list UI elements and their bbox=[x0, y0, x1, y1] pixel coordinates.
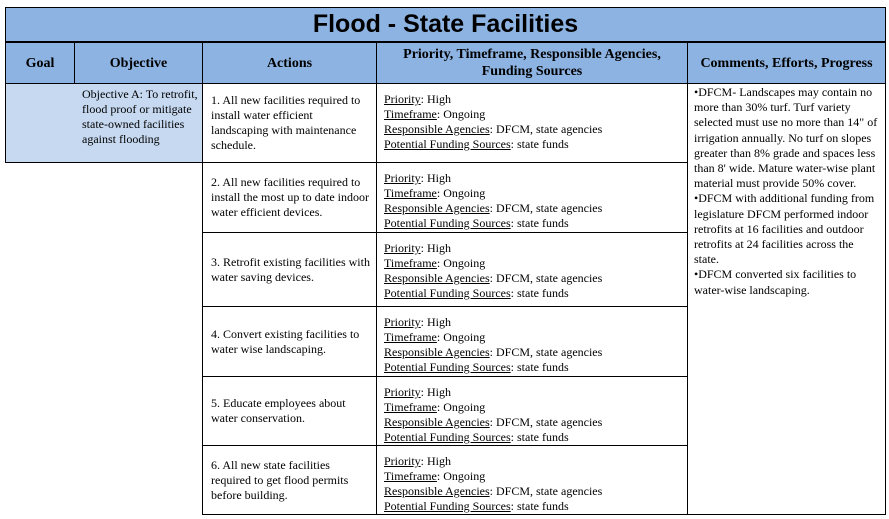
timeframe-label: Timeframe bbox=[384, 186, 437, 200]
comment-item: •DFCM with additional funding from legislature DFCM performed indoor retrofits at 16 facilities and outdoor retrofits at 24 facilities across the state. bbox=[694, 191, 875, 267]
priority-value: : High bbox=[420, 92, 452, 106]
action-text: 1. All new facilities required to install water efficient landscaping with maintenance schedule. bbox=[211, 93, 361, 152]
funding-label: Potential Funding Sources bbox=[384, 286, 511, 300]
agencies-value: : DFCM, state agencies bbox=[489, 201, 603, 215]
comment-item: •DFCM- Landscapes may contain no more than 30% turf. Turf variety selected must use no more than 14" of irrigation annually. No turf on slopes greater than 8% grade and spaces less than 8' wide. Mature water-wise plant material must provide 50% cover. bbox=[694, 85, 878, 191]
priority-value: : High bbox=[420, 241, 452, 255]
priority-label: Priority bbox=[384, 241, 421, 255]
header-goal: Goal bbox=[5, 42, 75, 84]
comment-item: •DFCM converted six facilities to water-wise landscaping. bbox=[694, 267, 857, 297]
agencies-label: Responsible Agencies bbox=[384, 122, 490, 136]
timeframe-label: Timeframe bbox=[384, 256, 437, 270]
action-text: 3. Retrofit existing facilities with water saving devices. bbox=[211, 254, 370, 284]
agencies-label: Responsible Agencies bbox=[384, 201, 490, 215]
header-objective: Objective bbox=[74, 42, 203, 84]
priority-cell-6 bbox=[376, 445, 688, 515]
priority-cell-3 bbox=[376, 232, 688, 307]
funding-value: : state funds bbox=[510, 499, 569, 513]
agencies-value: : DFCM, state agencies bbox=[489, 484, 603, 498]
timeframe-value: : Ongoing bbox=[436, 330, 486, 344]
timeframe-value: : Ongoing bbox=[436, 400, 486, 414]
priority-label: Priority bbox=[384, 171, 421, 185]
funding-value: : state funds bbox=[510, 360, 569, 374]
funding-label: Potential Funding Sources bbox=[384, 216, 511, 230]
objective-cell bbox=[5, 83, 203, 163]
page-title: Flood - State Facilities bbox=[5, 7, 886, 42]
action-cell-1 bbox=[202, 83, 377, 163]
funding-value: : state funds bbox=[510, 216, 569, 230]
action-cell-5 bbox=[202, 376, 377, 446]
priority-label: Priority bbox=[384, 92, 421, 106]
action-cell-4 bbox=[202, 306, 377, 377]
action-text: 2. All new facilities required to install the most up to date indoor water efficient devices. bbox=[211, 175, 369, 219]
timeframe-label: Timeframe bbox=[384, 400, 437, 414]
action-text: 5. Educate employees about water conservation. bbox=[211, 396, 346, 425]
priority-cell-1 bbox=[376, 83, 688, 163]
timeframe-label: Timeframe bbox=[384, 330, 437, 344]
priority-cell-5 bbox=[376, 376, 688, 446]
agencies-label: Responsible Agencies bbox=[384, 345, 490, 359]
agencies-value: : DFCM, state agencies bbox=[489, 415, 603, 429]
objective-text: Objective A: To retrofit, flood proof or mitigate state-owned facilities against flooding bbox=[82, 87, 198, 146]
timeframe-value: : Ongoing bbox=[436, 107, 486, 121]
agencies-value: : DFCM, state agencies bbox=[489, 122, 603, 136]
agencies-label: Responsible Agencies bbox=[384, 415, 490, 429]
priority-label: Priority bbox=[384, 385, 421, 399]
action-cell-6 bbox=[202, 445, 377, 515]
priority-cell-2 bbox=[376, 162, 688, 233]
timeframe-value: : Ongoing bbox=[436, 469, 486, 483]
funding-value: : state funds bbox=[510, 430, 569, 444]
timeframe-label: Timeframe bbox=[384, 469, 437, 483]
priority-value: : High bbox=[420, 171, 452, 185]
funding-label: Potential Funding Sources bbox=[384, 360, 511, 374]
action-cell-2 bbox=[202, 162, 377, 233]
agencies-value: : DFCM, state agencies bbox=[489, 345, 603, 359]
funding-label: Potential Funding Sources bbox=[384, 137, 511, 151]
agencies-label: Responsible Agencies bbox=[384, 484, 490, 498]
timeframe-value: : Ongoing bbox=[436, 256, 486, 270]
funding-label: Potential Funding Sources bbox=[384, 499, 511, 513]
agencies-label: Responsible Agencies bbox=[384, 271, 490, 285]
action-cell-3 bbox=[202, 232, 377, 307]
comments-cell bbox=[687, 83, 886, 515]
priority-label: Priority bbox=[384, 454, 421, 468]
funding-value: : state funds bbox=[510, 137, 569, 151]
header-priority: Priority, Timeframe, Responsible Agencies, Funding Sources bbox=[376, 42, 688, 84]
priority-label: Priority bbox=[384, 315, 421, 329]
priority-cell-4 bbox=[376, 306, 688, 377]
action-text: 4. Convert existing facilities to water wise landscaping. bbox=[211, 326, 360, 356]
priority-value: : High bbox=[420, 315, 452, 329]
action-text: 6. All new state facilities required to get flood permits before building. bbox=[211, 457, 349, 502]
priority-value: : High bbox=[420, 385, 452, 399]
agencies-value: : DFCM, state agencies bbox=[489, 271, 603, 285]
timeframe-value: : Ongoing bbox=[436, 186, 486, 200]
timeframe-label: Timeframe bbox=[384, 107, 437, 121]
funding-label: Potential Funding Sources bbox=[384, 430, 511, 444]
priority-value: : High bbox=[420, 454, 452, 468]
header-actions: Actions bbox=[202, 42, 377, 84]
funding-value: : state funds bbox=[510, 286, 569, 300]
header-comments: Comments, Efforts, Progress bbox=[687, 42, 886, 84]
